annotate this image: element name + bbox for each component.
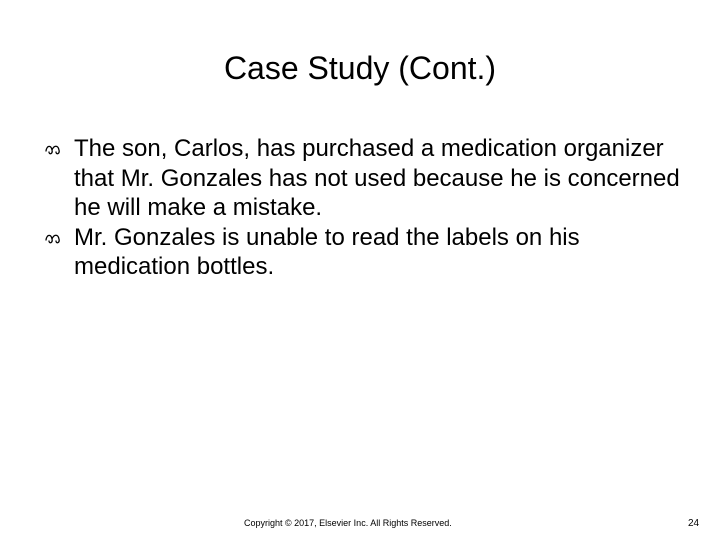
bullet-list xyxy=(0,134,720,282)
page-number: 24 xyxy=(688,518,700,529)
copyright-notice: Copyright © 2017, Elsevier Inc. All Rights Reserved. xyxy=(244,518,452,528)
bullet-text: The son, Carlos, has purchased a medication organizer that Mr. Gonzales has not used because he is concerned he will make a mistake. xyxy=(74,135,680,221)
bullet-text: Mr. Gonzales is unable to read the labels on his medication bottles. xyxy=(74,223,580,280)
swirl-bullet-icon xyxy=(44,232,62,246)
slide-title: Case Study (Cont.) xyxy=(223,50,497,86)
swirl-bullet-icon xyxy=(44,143,62,157)
bullet-item xyxy=(0,134,720,223)
bullet-item xyxy=(0,223,720,282)
